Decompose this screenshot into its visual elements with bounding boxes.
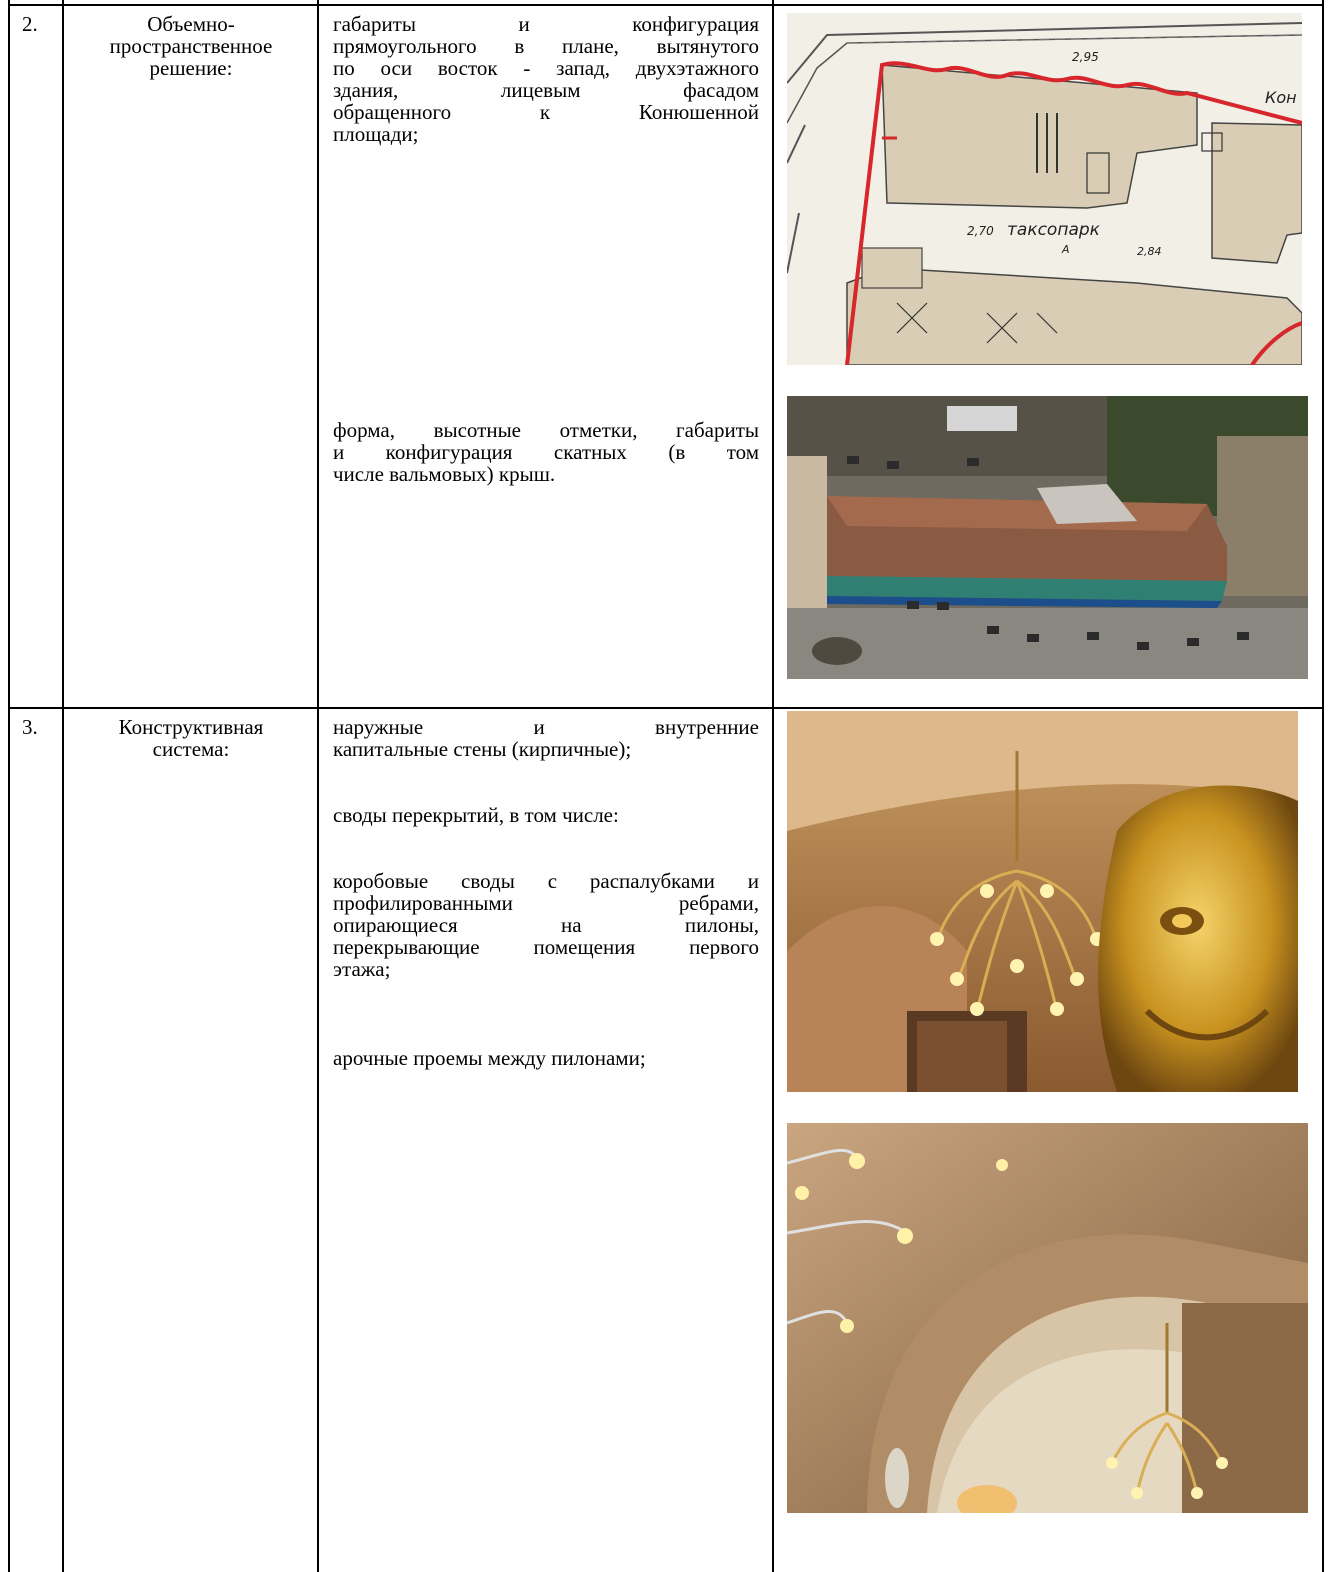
map-elevation-label: 2,95 [1072,50,1099,64]
row-name [66,716,316,760]
desc-line: и конфигурация скатных (в том [333,440,759,464]
row-name-line: Конструктивная [118,715,264,739]
desc-line: площади; [333,122,419,146]
row-description-box-vaults [333,870,759,980]
desc-line: по оси восток - запад, двухэтажного [333,56,759,80]
interior-arch-photo [787,1123,1308,1513]
row-divider [8,707,1324,709]
row-description-dimensions [333,13,759,145]
desc-line: этажа; [333,957,391,981]
row-description-vaults [333,804,759,826]
map-elevation-label: 2,84 [1137,245,1162,258]
row-number: 3. [22,715,38,739]
table-left-border [8,0,10,1572]
desc-line: своды перекрытий, в том числе: [333,803,619,827]
desc-line: перекрывающие помещения первого [333,935,759,959]
row-number: 2. [22,12,38,36]
desc-line: коробовые своды с распалубками и [333,869,759,893]
desc-line: форма, высотные отметки, габариты [333,418,759,442]
interior-chandelier-golden-head-photo [787,711,1298,1092]
row-description-roofs [333,419,759,485]
desc-line: капитальные стены (кирпичные); [333,737,632,761]
map-street-label: Кон [1265,88,1297,107]
col-divider-num [62,0,64,1572]
desc-line: числе вальмовых) крыш. [333,462,556,486]
row-description-arches [333,1047,759,1069]
map-elevation-label: 2,70 [967,224,994,238]
row-name [66,13,316,79]
table-top-border [8,4,1324,6]
col-divider-name [317,0,319,1572]
desc-line: здания, лицевым фасадом [333,78,759,102]
site-plan-map-figure [787,13,1302,365]
aerial-photo-figure [787,396,1308,679]
desc-line: обращенного к Конюшенной [333,100,759,124]
desc-line: наружные и внутренние [333,715,759,739]
row-name-line: решение: [149,56,233,80]
table-right-border [1322,0,1324,1572]
row-name-line: Объемно- [147,12,235,36]
desc-line: профилированными ребрами, [333,891,759,915]
desc-line: опирающиеся на пилоны, [333,913,759,937]
row-description-walls [333,716,759,760]
map-area-label: таксопарк [1007,220,1100,240]
col-divider-desc [772,0,774,1572]
map-letter-label: А [1062,243,1070,256]
row-name-line: пространственное [109,34,273,58]
desc-line: прямоугольного в плане, вытянутого [333,34,759,58]
desc-line: габариты и конфигурация [333,12,759,36]
row-name-line: система: [152,737,230,761]
desc-line: арочные проемы между пилонами; [333,1046,646,1070]
